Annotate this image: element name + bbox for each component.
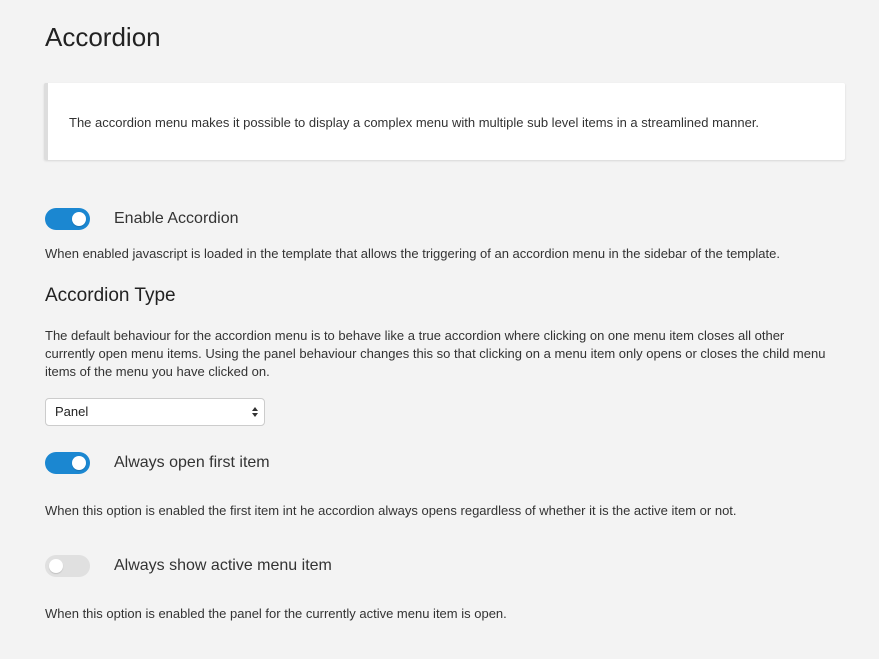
enable-accordion-description: When enabled javascript is loaded in the template that allows the triggering of an accordion menu in the sidebar of the template. — [45, 246, 780, 261]
toggle-knob — [49, 559, 63, 573]
accordion-type-heading: Accordion Type — [45, 285, 176, 306]
info-panel — [44, 83, 845, 160]
always-open-first-description: When this option is enabled the first item int he accordion always opens regardless of whether it is the active item or not. — [45, 503, 737, 518]
always-open-first-toggle[interactable] — [45, 452, 90, 474]
info-text: The accordion menu makes it possible to display a complex menu with multiple sub level items in a streamlined manner. — [69, 115, 760, 130]
enable-accordion-label: Enable Accordion — [114, 210, 239, 227]
always-show-active-description: When this option is enabled the panel for the currently active menu item is open. — [45, 606, 507, 621]
always-open-first-label: Always open first item — [114, 454, 270, 471]
toggle-knob — [72, 456, 86, 470]
toggle-knob — [72, 212, 86, 226]
always-show-active-label: Always show active menu item — [114, 557, 332, 574]
page-title: Accordion — [45, 22, 161, 52]
select-arrows-icon — [252, 406, 258, 418]
enable-accordion-toggle[interactable] — [45, 208, 90, 230]
accordion-type-selected-value: Panel — [55, 404, 89, 419]
accordion-type-select[interactable] — [45, 398, 265, 426]
always-show-active-toggle[interactable] — [45, 555, 90, 577]
accordion-type-description: The default behaviour for the accordion menu is to behave like a true accordion where clicking on one menu item closes all other currently open menu items. Using the panel behaviour changes this so that clicking on a menu item only opens or closes the child menu items of the menu you have clicked on. — [45, 328, 826, 379]
